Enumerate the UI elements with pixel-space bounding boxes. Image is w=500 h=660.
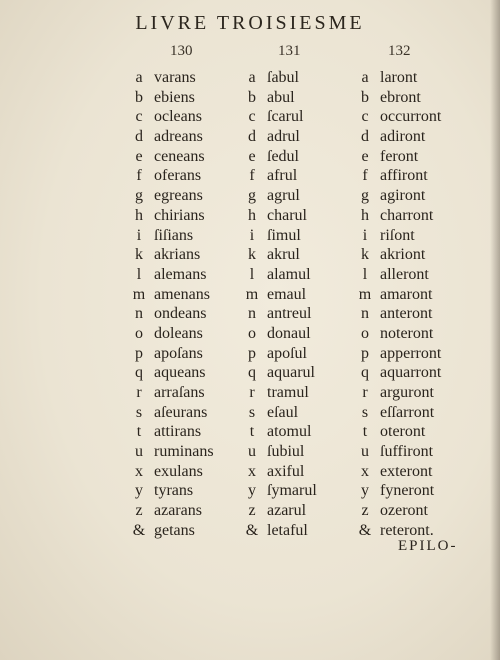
list-item <box>130 304 214 324</box>
row-letter: q <box>361 364 369 382</box>
row-word: fyneront <box>380 482 435 500</box>
row-word: abul <box>267 88 295 106</box>
row-letter: & <box>132 521 146 539</box>
list-item <box>243 403 317 423</box>
row-word: egreans <box>154 187 203 205</box>
row-word: charront <box>380 206 434 224</box>
word-column-131 <box>243 68 317 541</box>
row-word: chirians <box>154 206 205 224</box>
list-item <box>130 383 214 403</box>
row-word: ozeront <box>380 502 428 520</box>
row-letter: p <box>361 344 369 362</box>
row-letter: h <box>248 206 256 224</box>
row-letter: a <box>361 69 369 86</box>
list-item <box>130 324 214 344</box>
row-letter: y <box>248 482 256 500</box>
list-item <box>130 127 214 147</box>
row-letter: d <box>361 128 369 146</box>
row-word: arraſans <box>154 384 205 401</box>
row-letter: u <box>248 443 256 461</box>
list-item <box>243 422 317 442</box>
row-letter: m <box>132 285 146 303</box>
column-number-132: 132 <box>388 43 411 59</box>
row-letter: k <box>135 246 143 264</box>
list-item <box>130 422 214 442</box>
row-word: agiront <box>380 187 426 205</box>
row-letter: s <box>248 403 256 421</box>
list-item <box>130 88 214 108</box>
row-letter: z <box>361 502 369 520</box>
row-word: emaul <box>267 285 307 303</box>
row-word: attirans <box>154 423 202 441</box>
row-letter: c <box>361 108 369 126</box>
list-item <box>243 462 317 482</box>
list-item <box>243 265 317 285</box>
row-letter: t <box>249 423 255 441</box>
row-word: ruminans <box>154 443 214 461</box>
row-word: ſuffiront <box>380 443 434 461</box>
row-letter: p <box>135 344 143 362</box>
list-item <box>356 501 441 521</box>
row-word: occurront <box>380 108 442 126</box>
row-letter: z <box>135 502 143 520</box>
row-word: feront <box>380 147 419 165</box>
row-word: aqueans <box>154 364 206 382</box>
row-word: laront <box>380 69 418 86</box>
row-word: ceneans <box>154 147 205 165</box>
list-item <box>243 127 317 147</box>
row-letter: p <box>248 344 256 362</box>
row-word: ebiens <box>154 88 195 106</box>
column-number-131: 131 <box>278 43 301 59</box>
row-word: agrul <box>267 187 300 205</box>
list-item <box>130 107 214 127</box>
row-letter: h <box>135 206 143 224</box>
row-letter: i <box>136 226 142 244</box>
row-letter: n <box>135 305 143 323</box>
list-item <box>356 166 441 186</box>
list-item <box>130 68 214 88</box>
row-word: amenans <box>154 285 210 303</box>
row-word: ebront <box>380 88 421 106</box>
list-item <box>356 383 441 403</box>
row-word: alamul <box>267 265 311 283</box>
row-letter: d <box>248 128 256 146</box>
list-item <box>243 481 317 501</box>
list-item <box>130 344 214 364</box>
row-word: apperront <box>380 344 442 362</box>
row-word: adreans <box>154 128 203 146</box>
row-word: tyrans <box>154 482 194 500</box>
list-item <box>356 462 441 482</box>
row-letter: z <box>248 502 256 520</box>
list-item <box>356 88 441 108</box>
row-word: ſcarul <box>267 108 304 126</box>
row-word: alemans <box>154 265 207 283</box>
list-item <box>356 304 441 324</box>
list-item <box>243 383 317 403</box>
row-word: getans <box>154 521 195 539</box>
list-item <box>243 206 317 226</box>
list-item <box>130 481 214 501</box>
row-letter: o <box>135 324 143 342</box>
row-letter: x <box>135 462 143 480</box>
row-letter: a <box>248 69 256 86</box>
row-letter: l <box>362 265 368 283</box>
list-item <box>356 68 441 88</box>
row-letter: e <box>135 147 143 165</box>
row-letter: y <box>135 482 143 500</box>
row-word: apoſul <box>267 344 307 362</box>
row-letter: t <box>362 423 368 441</box>
row-letter: n <box>248 305 256 323</box>
row-word: riſont <box>380 226 415 244</box>
list-item <box>130 186 214 206</box>
row-word: ſiſians <box>154 226 194 244</box>
row-word: adiront <box>380 128 426 146</box>
row-letter: s <box>135 403 143 421</box>
row-letter: h <box>361 206 369 224</box>
row-word: eſſarront <box>380 403 435 421</box>
row-letter: & <box>358 521 372 539</box>
row-word: donaul <box>267 324 311 342</box>
list-item <box>356 226 441 246</box>
row-letter: a <box>135 69 143 86</box>
list-item <box>243 107 317 127</box>
list-item <box>130 226 214 246</box>
row-letter: y <box>361 482 369 500</box>
row-letter: c <box>248 108 256 126</box>
list-item <box>130 442 214 462</box>
list-item <box>243 166 317 186</box>
list-item <box>130 147 214 167</box>
list-item <box>243 344 317 364</box>
catchword: EPILO- <box>398 538 458 554</box>
list-item <box>356 107 441 127</box>
list-item <box>130 206 214 226</box>
row-letter: f <box>249 167 255 185</box>
list-item <box>243 304 317 324</box>
row-letter: e <box>361 147 369 165</box>
row-word: aquarront <box>380 364 442 382</box>
row-word: ſabul <box>267 69 299 86</box>
row-letter: i <box>362 226 368 244</box>
list-item <box>243 88 317 108</box>
row-word: axiful <box>267 462 305 480</box>
row-letter: m <box>358 285 372 303</box>
list-item <box>356 245 441 265</box>
list-item <box>356 206 441 226</box>
row-letter: f <box>136 167 142 185</box>
list-item <box>243 186 317 206</box>
row-letter: b <box>248 88 256 106</box>
list-item <box>243 521 317 541</box>
row-word: alleront <box>380 265 429 283</box>
row-word: eſaul <box>267 403 299 421</box>
list-item <box>243 226 317 246</box>
list-item <box>243 442 317 462</box>
list-item <box>356 344 441 364</box>
row-word: tramul <box>267 384 309 401</box>
row-letter: d <box>135 128 143 146</box>
row-word: ſubiul <box>267 443 305 461</box>
row-letter: m <box>245 285 259 303</box>
list-item <box>356 422 441 442</box>
row-letter: k <box>361 246 369 264</box>
row-word: azarul <box>267 502 307 520</box>
row-letter: f <box>362 167 368 185</box>
list-item <box>130 245 214 265</box>
list-item <box>356 442 441 462</box>
list-item <box>243 285 317 305</box>
list-item <box>130 363 214 383</box>
row-word: doleans <box>154 324 203 342</box>
row-word: charul <box>267 206 307 224</box>
row-letter: u <box>361 443 369 461</box>
row-word: arguront <box>380 384 434 401</box>
row-letter: r <box>136 384 142 401</box>
row-word: apoſans <box>154 344 203 362</box>
word-column-130 <box>130 68 214 541</box>
row-letter: l <box>136 265 142 283</box>
list-item <box>130 462 214 482</box>
row-word: ocleans <box>154 108 202 126</box>
row-word: ſimul <box>267 226 301 244</box>
row-letter: n <box>361 305 369 323</box>
row-word: aſeurans <box>154 403 208 421</box>
running-head: LIVRE TROISIESME <box>135 12 365 34</box>
list-item <box>130 285 214 305</box>
row-word: ſymarul <box>267 482 317 500</box>
list-item <box>130 501 214 521</box>
row-word: afrul <box>267 167 298 185</box>
row-word: ondeans <box>154 305 207 323</box>
row-word: ſedul <box>267 147 299 165</box>
list-item <box>130 521 214 541</box>
list-item <box>130 166 214 186</box>
list-item <box>243 501 317 521</box>
list-item <box>130 403 214 423</box>
row-word: oteront <box>380 423 426 441</box>
list-item <box>356 127 441 147</box>
row-word: akriont <box>380 246 426 264</box>
list-item <box>356 363 441 383</box>
column-number-130: 130 <box>170 43 193 59</box>
row-word: akrians <box>154 246 201 264</box>
row-word: anteront <box>380 305 433 323</box>
row-word: noteront <box>380 324 434 342</box>
row-word: exulans <box>154 462 203 480</box>
row-word: varans <box>154 69 196 86</box>
list-item <box>243 68 317 88</box>
row-letter: i <box>249 226 255 244</box>
row-letter: r <box>249 384 255 401</box>
row-letter: & <box>245 521 259 539</box>
row-letter: b <box>361 88 369 106</box>
row-word: azarans <box>154 502 202 520</box>
row-letter: s <box>361 403 369 421</box>
row-letter: c <box>135 108 143 126</box>
list-item <box>243 147 317 167</box>
list-item <box>243 324 317 344</box>
list-item <box>356 285 441 305</box>
row-word: atomul <box>267 423 312 441</box>
row-word: amaront <box>380 285 433 303</box>
row-letter: g <box>361 187 369 205</box>
row-word: aquarul <box>267 364 315 382</box>
row-letter: x <box>361 462 369 480</box>
list-item <box>356 147 441 167</box>
list-item <box>243 245 317 265</box>
row-word: antreul <box>267 305 312 323</box>
row-word: letaful <box>267 521 308 539</box>
word-column-132 <box>356 68 441 541</box>
row-word: exteront <box>380 462 433 480</box>
list-item <box>243 363 317 383</box>
row-word: adrul <box>267 128 300 146</box>
row-word: oferans <box>154 167 202 185</box>
list-item <box>356 265 441 285</box>
row-letter: q <box>135 364 143 382</box>
row-letter: e <box>248 147 256 165</box>
list-item <box>356 324 441 344</box>
row-word: reteront. <box>380 521 434 539</box>
list-item <box>356 403 441 423</box>
row-letter: q <box>248 364 256 382</box>
row-letter: r <box>362 384 368 401</box>
row-letter: u <box>135 443 143 461</box>
row-letter: x <box>248 462 256 480</box>
row-letter: b <box>135 88 143 106</box>
list-item <box>356 481 441 501</box>
row-letter: o <box>361 324 369 342</box>
row-word: akrul <box>267 246 300 264</box>
list-item <box>130 265 214 285</box>
row-letter: g <box>248 187 256 205</box>
list-item <box>356 186 441 206</box>
row-letter: o <box>248 324 256 342</box>
row-letter: g <box>135 187 143 205</box>
row-letter: k <box>248 246 256 264</box>
row-letter: t <box>136 423 142 441</box>
row-word: affiront <box>380 167 428 185</box>
row-letter: l <box>249 265 255 283</box>
